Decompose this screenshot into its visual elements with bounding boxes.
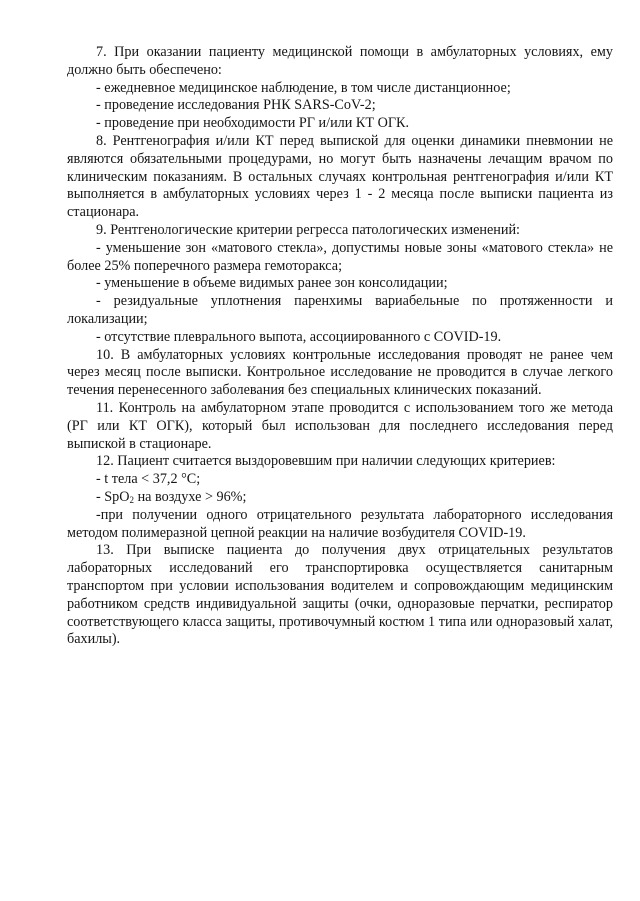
section-7-intro: 7. При оказании пациенту медицинской помощи в амбулаторных условиях, ему должно быть обеспечено: xyxy=(67,44,613,78)
section-7-item-3: - проведение при необходимости РГ и/или КТ ОГК. xyxy=(96,115,410,132)
section-10-paragraph: 10. В амбулаторных условиях контрольные исследования проводят не ранее чем через месяц после выписки. Контрольное исследование не проводится в случае легкого течения перенесенного заболевания без специальных клинических показаний. xyxy=(67,346,613,399)
document-body xyxy=(67,44,613,649)
section-9-item-4: - отсутствие плеврального выпота, ассоциированного с COVID-19. xyxy=(96,328,502,345)
section-8-paragraph: 8. Рентгенография и/или КТ перед выпиской для оценки динамики пневмонии не являются обязательными процедурами, но могут быть назначены лечащим врачом по клиническим показаниям. В остальных случаях контрольная рентгенография и/или КТ выполняется в амбулаторных условиях через 1 - 2 месяца после выписки пациента из стационара. xyxy=(67,132,613,221)
section-9-item-1: - уменьшение зон «матового стекла», допустимы новые зоны «матового стекла» не более 25% поперечного размера гемоторакса; xyxy=(67,239,613,274)
spo2-suffix: на воздухе > 96%; xyxy=(134,488,247,505)
section-12-item-pcr: -при получении одного отрицательного результата лабораторного исследования методом полимеразной цепной реакции на наличие возбудителя COVID-19. xyxy=(67,506,613,541)
spo2-subscript: 2 xyxy=(129,494,135,505)
section-9-item-3: - резидуальные уплотнения паренхимы вариабельные по протяженности и локализации; xyxy=(67,293,613,327)
section-7-item-1: - ежедневное медицинское наблюдение, в том числе дистанционное; xyxy=(96,79,511,96)
section-12-item-temperature: - t тела < 37,2 °C; xyxy=(96,471,201,488)
section-11-paragraph: 11. Контроль на амбулаторном этапе проводится с использованием того же метода (РГ или КТ ОГК), который был использован для последнего исследования перед выпиской в стационаре. xyxy=(67,399,613,452)
section-9-item-2: - уменьшение в объеме видимых ранее зон консолидации; xyxy=(96,275,448,292)
spo2-prefix: - SpO xyxy=(96,488,130,505)
section-7-item-2: - проведение исследования РНК SARS-CoV-2; xyxy=(96,97,376,114)
section-13-paragraph: 13. При выписке пациента до получения двух отрицательных результатов лабораторных исследований его транспортировка осуществляется санитарным транспортом при условии использования водителем и сопровождающим медицинским работником средств индивидуальной защиты (очки, одноразовые перчатки, респиратор соответствующего класса защиты, противочумный костюм 1 типа или одноразовый халат, бахилы). xyxy=(67,542,613,648)
section-9-intro: 9. Рентгенологические критерии регресса патологических изменений: xyxy=(96,221,520,238)
section-12-item-spo2 xyxy=(67,489,613,507)
section-12-intro: 12. Пациент считается выздоровевшим при наличии следующих критериев: xyxy=(96,453,556,470)
